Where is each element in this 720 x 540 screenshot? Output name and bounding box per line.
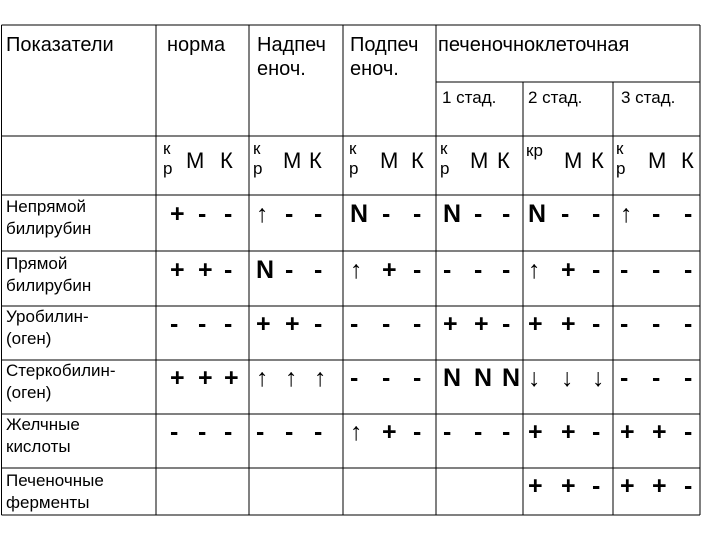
table-cell-value: +: [170, 200, 185, 228]
table-cell-value: -: [443, 256, 452, 284]
table-cell-value: -: [170, 310, 179, 338]
row-label: [6, 253, 91, 297]
row-label: [6, 196, 91, 240]
header-norm: норма: [167, 34, 226, 56]
table-cell-value: +: [474, 310, 489, 338]
table-cell-value: -: [684, 200, 693, 228]
table-cell-value: -: [652, 200, 661, 228]
table-cell-value: -: [592, 472, 601, 500]
table-cell-value: -: [443, 418, 452, 446]
row-label-line2: (оген): [6, 329, 52, 349]
header-prehepatic-1: Надпеч: [257, 34, 326, 56]
table-cell-value: -: [314, 200, 323, 228]
table-cell-value: ↑: [285, 364, 298, 392]
table-cell-value: -: [652, 310, 661, 338]
table-cell-value: ↓: [528, 364, 541, 392]
table-cell-value: -: [652, 256, 661, 284]
subhdr-kr-4b: р: [440, 159, 450, 178]
subhdr-kr-3b: р: [349, 159, 359, 178]
table-cell-value: -: [256, 418, 265, 446]
table-cell-value: +: [620, 472, 635, 500]
subhdr-m-1: М: [186, 148, 205, 173]
table-cell-value: +: [198, 364, 213, 392]
table-cell-value: +: [620, 418, 635, 446]
table-cell-value: -: [285, 200, 294, 228]
table-cell-value: +: [528, 418, 543, 446]
table-cell-value: +: [285, 310, 300, 338]
table-cell-value: -: [285, 256, 294, 284]
table-cell-value: -: [502, 310, 511, 338]
table-cell-value: -: [474, 256, 483, 284]
table-cell-value: -: [198, 418, 207, 446]
table-cell-value: N: [474, 364, 493, 392]
table-cell-value: -: [413, 256, 422, 284]
header-hepatocellular: печеночноклеточная: [438, 34, 630, 56]
row-label-line1: Уробилин-: [6, 307, 89, 326]
table-cell-value: -: [561, 200, 570, 228]
table-cell-value: -: [314, 256, 323, 284]
subhdr-kr-1a: к: [163, 139, 171, 158]
table-cell-value: +: [561, 418, 576, 446]
row-label-line1: Желчные: [6, 415, 80, 434]
table-cell-value: +: [382, 418, 397, 446]
table-cell-value: -: [314, 418, 323, 446]
table-cell-value: -: [684, 418, 693, 446]
table-cell-value: -: [502, 256, 511, 284]
row-label: [6, 306, 89, 350]
table-cell-value: N: [528, 200, 547, 228]
row-label-line1: Непрямой: [6, 197, 87, 216]
table-cell-value: +: [382, 256, 397, 284]
table-cell-value: +: [170, 256, 185, 284]
table-cell-value: ↑: [620, 200, 633, 228]
table-cell-value: +: [528, 472, 543, 500]
row-label: [6, 470, 104, 514]
table-cell-value: +: [561, 256, 576, 284]
table-cell-value: N: [443, 200, 462, 228]
subhdr-m-5: М: [564, 148, 583, 173]
header-prehepatic-2: еноч.: [257, 58, 306, 80]
subhdr-k-6: К: [681, 148, 694, 173]
subhdr-k-1: К: [220, 148, 233, 173]
table-cell-value: -: [350, 310, 359, 338]
header-stage-3: 3 стад.: [621, 88, 676, 107]
table-cell-value: ↑: [528, 256, 541, 284]
table-cell-value: +: [561, 472, 576, 500]
table-cell-value: -: [314, 310, 323, 338]
table-cell-value: -: [620, 364, 629, 392]
table-cell-value: +: [652, 418, 667, 446]
row-label-line2: билирубин: [6, 276, 92, 296]
header-stage-1: 1 стад.: [442, 88, 497, 107]
table-cell-value: +: [652, 472, 667, 500]
table-cell-value: -: [382, 310, 391, 338]
subhdr-kr-6a: к: [616, 139, 624, 158]
table-cell-value: -: [413, 364, 422, 392]
subhdr-k-2: К: [309, 148, 322, 173]
table-cell-value: -: [474, 200, 483, 228]
table-cell-value: -: [413, 418, 422, 446]
table-cell-value: -: [592, 310, 601, 338]
table-cell-value: -: [413, 200, 422, 228]
table-cell-value: ↑: [256, 364, 269, 392]
table-cell-value: -: [350, 364, 359, 392]
table-cell-value: -: [592, 418, 601, 446]
header-posthepatic-1: Подпеч: [350, 34, 419, 56]
row-label: [6, 360, 116, 404]
header-indicators: Показатели: [6, 34, 114, 56]
table-cell-value: -: [382, 200, 391, 228]
table-cell-value: -: [502, 418, 511, 446]
table-cell-value: -: [474, 418, 483, 446]
subhdr-kr-5: кр: [526, 141, 543, 160]
row-label-line1: Стеркобилин-: [6, 361, 116, 380]
row-label-line2: кислоты: [6, 437, 71, 457]
table-cell-value: ↑: [256, 200, 269, 228]
table-cell-value: N: [350, 200, 369, 228]
table-cell-value: -: [684, 364, 693, 392]
subhdr-kr-3a: к: [349, 139, 357, 158]
table-cell-value: +: [443, 310, 458, 338]
table-cell-value: ↑: [314, 364, 327, 392]
table-cell-value: -: [285, 418, 294, 446]
table-cell-value: -: [592, 256, 601, 284]
subhdr-k-4: К: [497, 148, 510, 173]
table-cell-value: -: [652, 364, 661, 392]
table-cell-value: ↓: [561, 364, 574, 392]
table-cell-value: -: [684, 472, 693, 500]
subhdr-m-2: М: [283, 148, 302, 173]
table-cell-value: N: [443, 364, 462, 392]
table-cell-value: +: [528, 310, 543, 338]
table-cell-value: +: [170, 364, 185, 392]
table-cell-value: N: [256, 256, 275, 284]
header-posthepatic-2: еноч.: [350, 58, 399, 80]
subhdr-kr-1b: р: [163, 159, 173, 178]
subhdr-k-5: К: [591, 148, 604, 173]
table-cell-value: ↑: [350, 418, 363, 446]
table-cell-value: -: [620, 256, 629, 284]
row-label-line1: Прямой: [6, 254, 68, 273]
row-label-line2: билирубин: [6, 219, 92, 239]
table-cell-value: +: [198, 256, 213, 284]
table-cell-value: -: [684, 256, 693, 284]
table-cell-value: ↑: [350, 256, 363, 284]
table-cell-value: +: [256, 310, 271, 338]
subhdr-m-3: М: [380, 148, 399, 173]
subhdr-k-3: К: [411, 148, 424, 173]
table-cell-value: -: [224, 256, 233, 284]
table-cell-value: +: [224, 364, 239, 392]
table-cell-value: -: [198, 200, 207, 228]
row-label-line2: (оген): [6, 383, 52, 403]
table-cell-value: -: [170, 418, 179, 446]
subhdr-m-6: М: [648, 148, 667, 173]
table-cell-value: -: [620, 310, 629, 338]
table-cell-value: N: [502, 364, 521, 392]
table-cell-value: -: [382, 364, 391, 392]
row-label-line1: Печеночные: [6, 471, 104, 490]
table-cell-value: ↓: [592, 364, 605, 392]
table-cell-value: -: [224, 200, 233, 228]
row-label: [6, 414, 80, 458]
table-cell-value: -: [413, 310, 422, 338]
table-cell-value: -: [502, 200, 511, 228]
subhdr-kr-2a: к: [253, 139, 261, 158]
subhdr-kr-6b: р: [616, 159, 626, 178]
subhdr-kr-4a: к: [440, 139, 448, 158]
table-cell-value: -: [198, 310, 207, 338]
table-cell-value: -: [224, 418, 233, 446]
row-label-line2: ферменты: [6, 493, 90, 513]
header-stage-2: 2 стад.: [528, 88, 583, 107]
subhdr-m-4: М: [470, 148, 489, 173]
table-cell-value: -: [224, 310, 233, 338]
table-cell-value: +: [561, 310, 576, 338]
table-cell-value: -: [684, 310, 693, 338]
table-cell-value: -: [592, 200, 601, 228]
subhdr-kr-2b: р: [253, 159, 263, 178]
